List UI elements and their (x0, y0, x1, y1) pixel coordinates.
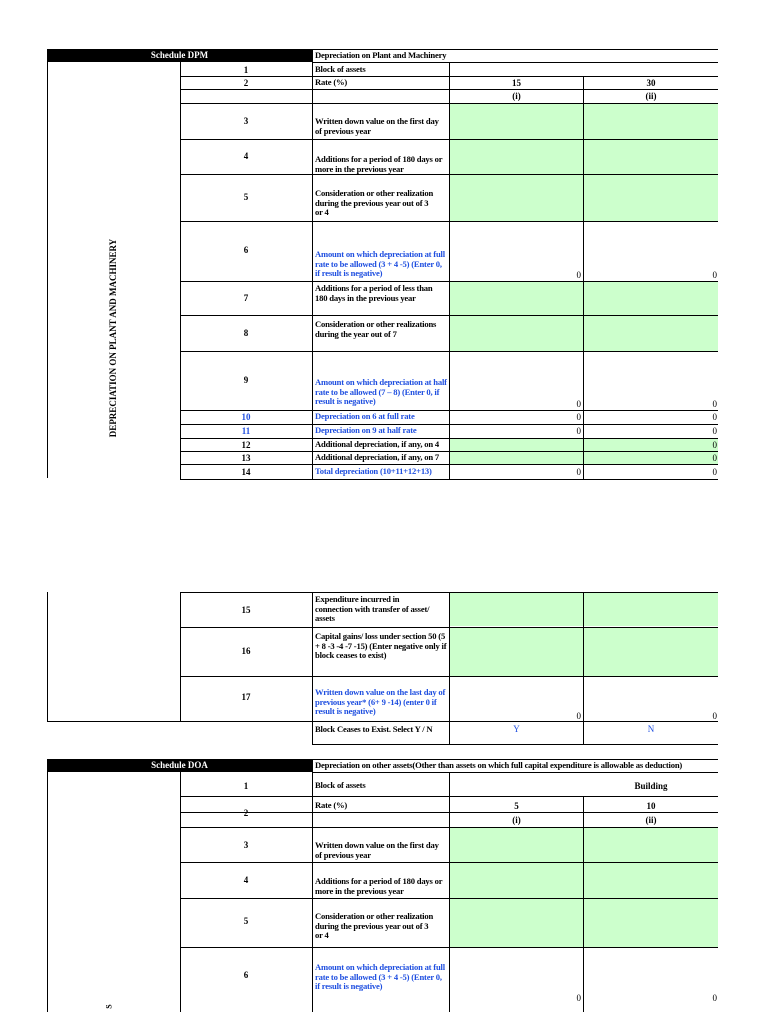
dpm-row-label: Expenditure incurred in connection with transfer of asset/ assets (315, 594, 430, 624)
dpm-row-label: Consideration or other realization during the previous year out of 3 or 4 (315, 188, 434, 218)
dpm-row4-input[interactable] (450, 140, 718, 174)
dpm-row-no: 15 (241, 605, 251, 615)
dpm-row-no: 10 (241, 412, 251, 422)
dpm-row-label: Amount on which depreciation at half rate to be allowed (7 – 8) (Enter 0, if result is negative) (315, 377, 447, 407)
dpm-row16-input[interactable] (450, 628, 718, 676)
dpm-row-no: 17 (241, 692, 251, 702)
dpm-row-no: 13 (241, 453, 251, 463)
dpm-row14-value-i: 0 (576, 467, 581, 477)
dpm-cease-select-i[interactable]: Y (513, 724, 520, 734)
dpm-row17-value-ii: 0 (712, 711, 717, 721)
doa-row-label: Block of assets (315, 780, 366, 790)
dpm-row-no: 9 (243, 375, 249, 385)
doa-col-i: (i) (512, 815, 521, 825)
dpm-col-i: (i) (512, 91, 521, 101)
doa-row-no: 5 (243, 916, 249, 926)
dpm-row-label: Additional depreciation, if any, on 7 (315, 452, 439, 462)
dpm-row-no: 1 (243, 65, 249, 75)
dpm-row6-value-i: 0 (576, 270, 581, 280)
doa-row4-input[interactable] (450, 863, 718, 898)
dpm-row11-value-i: 0 (576, 426, 581, 436)
doa-row5-input[interactable] (450, 899, 718, 947)
dpm-row-no: 14 (241, 467, 251, 477)
dpm-row-no: 12 (241, 440, 251, 450)
dpm-row-label: Depreciation on 9 at half rate (315, 425, 417, 435)
dpm-row-no: 6 (243, 245, 249, 255)
dpm-row-label: Consideration or other realizations during the year out of 7 (315, 319, 437, 339)
doa-row-label: Additions for a period of 180 days or more in the previous year (315, 876, 443, 896)
dpm-row-label: Depreciation on 6 at full rate (315, 411, 415, 421)
doa-rate-i: 5 (514, 801, 519, 811)
dpm-row-label: Capital gains/ loss under section 50 (5 + 8 -3 -4 -7 -15) (Enter negative only if block ceases to exist) (315, 631, 447, 661)
dpm-row14-value-ii: 0 (712, 467, 717, 477)
doa-row-label: Consideration or other realization during the previous year out of 3 or 4 (315, 911, 434, 941)
doa-row-label: Written down value on the first day of previous year (315, 840, 439, 860)
dpm-row17-value-i: 0 (576, 711, 581, 721)
doa-row6-value-i: 0 (576, 993, 581, 1003)
dpm-row-no: 11 (241, 426, 251, 436)
dpm-row11-value-ii: 0 (712, 426, 717, 436)
doa-row3-input[interactable] (450, 828, 718, 862)
doa-row-no: 6 (243, 970, 249, 980)
dpm-side-label: DEPRECIATION ON PLANT AND MACHINERY (108, 238, 118, 438)
doa-rate-ii: 10 (646, 801, 656, 811)
dpm-row-label: Block of assets (315, 64, 366, 74)
doa-col-ii: (ii) (645, 815, 657, 825)
dpm-row-no: 3 (243, 116, 249, 126)
dpm-row-label: Amount on which depreciation at full rate to be allowed (3 + 4 -5) (Enter 0, if result is negative) (315, 249, 445, 279)
dpm-row-no: 7 (243, 293, 249, 303)
dpm-cease-select-ii[interactable]: N (647, 724, 655, 734)
dpm-row-no: 5 (243, 192, 249, 202)
dpm-row10-value-ii: 0 (712, 412, 717, 422)
doa-side-label: S (104, 1004, 114, 1009)
dpm-row-label: Additions for a period of 180 days or more in the previous year (315, 154, 443, 174)
dpm-row-no: 2 (243, 78, 249, 88)
dpm-row-label: Written down value on the last day of previous year* (6+ 9 -14) (enter 0 if result is negative) (315, 687, 446, 717)
doa-title: Depreciation on other assets(Other than assets on which full capital expenditure is allowable as deduction) (315, 761, 683, 770)
doa-row-no: 1 (243, 781, 249, 791)
dpm-row13-input[interactable] (450, 452, 718, 464)
doa-block-name: Building (634, 781, 668, 791)
doa-row-no: 4 (243, 875, 249, 885)
dpm-row13-value-ii: 0 (712, 453, 717, 463)
dpm-row15-input[interactable] (450, 593, 718, 626)
dpm-row-label: Written down value on the first day of previous year (315, 116, 439, 136)
dpm-row3-input[interactable] (450, 104, 718, 139)
dpm-row-label: Total depreciation (10+11+12+13) (315, 466, 432, 476)
dpm-row12-input[interactable] (450, 439, 718, 451)
doa-row-label: Amount on which depreciation at full rate to be allowed (3 + 4 -5) (Enter 0, if result is negative) (315, 962, 445, 992)
dpm-cease-label: Block Ceases to Exist. Select Y / N (315, 724, 433, 734)
dpm-row-no: 4 (243, 151, 249, 161)
dpm-row-no: 16 (241, 646, 251, 656)
dpm-row7-input[interactable] (450, 282, 718, 315)
dpm-row9-value-ii: 0 (712, 399, 717, 409)
dpm-row9-value-i: 0 (576, 399, 581, 409)
dpm-row8-input[interactable] (450, 316, 718, 351)
dpm-row12-value-ii: 0 (712, 440, 717, 450)
dpm-row-no: 8 (243, 328, 249, 338)
doa-schedule-label: Schedule DOA (47, 759, 312, 772)
dpm-row-label: Additional depreciation, if any, on 4 (315, 439, 439, 449)
dpm-row-label: Additions for a period of less than 180 days in the previous year (315, 283, 433, 303)
doa-row-label: Rate (%) (315, 800, 348, 810)
dpm-row5-input[interactable] (450, 175, 718, 221)
dpm-col-ii: (ii) (645, 91, 657, 101)
dpm-rate-i: 15 (512, 78, 521, 88)
dpm-schedule-label: Schedule DPM (47, 49, 312, 62)
doa-row6-value-ii: 0 (712, 993, 717, 1003)
doa-row-no: 2 (243, 808, 249, 818)
dpm-row6-value-ii: 0 (712, 270, 717, 280)
dpm-rate-ii: 30 (646, 78, 656, 88)
dpm-title: Depreciation on Plant and Machinery (315, 50, 447, 60)
doa-row-no: 3 (243, 840, 249, 850)
dpm-row-label: Rate (%) (315, 77, 348, 87)
dpm-row10-value-i: 0 (576, 412, 581, 422)
